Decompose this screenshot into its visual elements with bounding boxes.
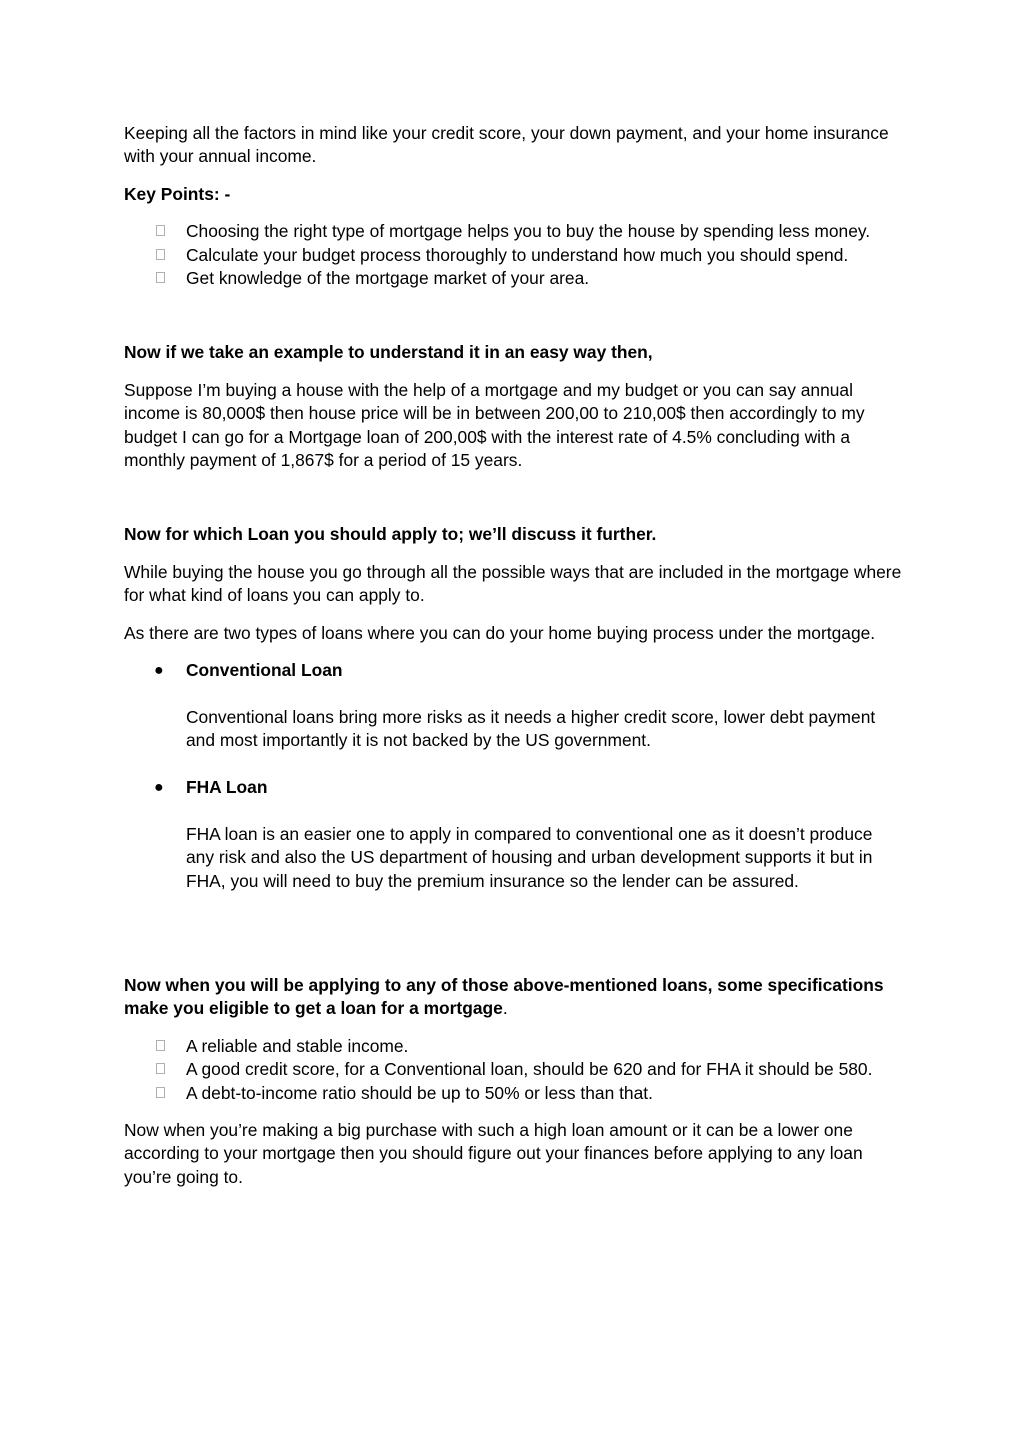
checkbox-bullet-icon bbox=[156, 225, 165, 236]
list-item: A good credit score, for a Conventional loan, should be 620 and for FHA it should be 580. bbox=[124, 1058, 904, 1081]
closing-paragraph: Now when you’re making a big purchase with such a high loan amount or it can be a lower one according to your mortgage then you should figure out your finances before applying to any loan you’re going to. bbox=[124, 1119, 863, 1187]
loan-type-description: Conventional loans bring more risks as it needs a higher credit score, lower debt payment and most importantly it is not backed by the US government. bbox=[186, 706, 876, 750]
example-heading: Now if we take an example to understand it in an easy way then, bbox=[124, 342, 653, 363]
spacer bbox=[124, 917, 904, 974]
document-page bbox=[124, 122, 904, 1203]
bullet-dot-icon: ● bbox=[154, 662, 164, 680]
loan-type-conventional bbox=[124, 659, 904, 752]
checkbox-bullet-icon bbox=[156, 249, 165, 260]
spacer bbox=[124, 486, 904, 523]
intro-paragraph: Keeping all the factors in mind like your credit score, your down payment, and your home insurance with your annual income. bbox=[124, 123, 889, 167]
key-points-heading: Key Points: - bbox=[124, 183, 231, 204]
loan-types-list bbox=[124, 659, 904, 893]
loans-paragraph-2: As there are two types of loans where you can do your home buying process under the mortgage. bbox=[124, 622, 876, 643]
example-paragraph: Suppose I’m buying a house with the help of a mortgage and my budget or you can say annual income is 80,000$ then house price will be in between 200,00 to 210,00$ then accordingly to my budget I can go for a Mortgage loan of 200,00$ with the interest rate of 4.5% concluding with a monthly payment of 1,867$ for a period of 15 years. bbox=[124, 379, 865, 471]
checkbox-bullet-icon bbox=[156, 1063, 165, 1074]
list-item: A reliable and stable income. bbox=[124, 1035, 904, 1058]
list-item: A debt-to-income ratio should be up to 50% or less than that. bbox=[124, 1082, 904, 1105]
list-item: Calculate your budget process thoroughly to understand how much you should spend. bbox=[124, 244, 904, 267]
spacer bbox=[124, 304, 904, 341]
bullet-dot-icon: ● bbox=[154, 779, 164, 797]
checkbox-bullet-icon bbox=[156, 272, 165, 283]
loan-type-name: FHA Loan bbox=[186, 777, 268, 798]
loans-paragraph-1: While buying the house you go through all the possible ways that are included in the mortgage where for what kind of loans you can apply to. bbox=[124, 561, 902, 606]
list-item: Get knowledge of the mortgage market of your area. bbox=[124, 267, 904, 290]
checkbox-bullet-icon bbox=[156, 1087, 165, 1098]
list-item: Choosing the right type of mortgage helps you to buy the house by spending less money. bbox=[124, 220, 904, 243]
eligibility-list bbox=[124, 1035, 904, 1105]
loan-type-description: FHA loan is an easier one to apply in compared to conventional one as it doesn’t produce any risk and also the US department of housing and urban development supports it but in FHA, you will need to buy the premium insurance so the lender can be assured. bbox=[186, 823, 873, 891]
loan-type-fha bbox=[124, 776, 904, 893]
key-points-list bbox=[124, 220, 904, 290]
loan-type-name: Conventional Loan bbox=[186, 660, 343, 681]
eligibility-heading: Now when you will be applying to any of those above-mentioned loans, some specifications make you eligible to get a loan for a mortgage. bbox=[124, 974, 884, 1019]
loans-heading: Now for which Loan you should apply to; we’ll discuss it further. bbox=[124, 524, 657, 545]
checkbox-bullet-icon bbox=[156, 1040, 165, 1051]
